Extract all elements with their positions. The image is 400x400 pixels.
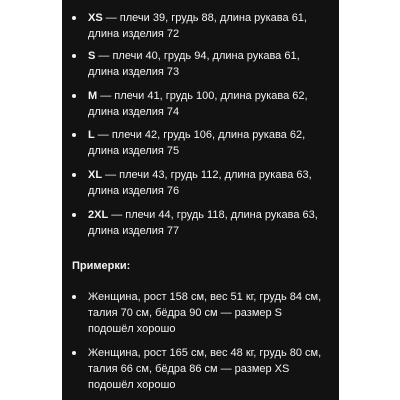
- size-length: длина изделия 74: [88, 106, 180, 118]
- fitting-item: [72, 289, 334, 337]
- size-item-text: [88, 167, 334, 183]
- size-item-text: [88, 127, 334, 143]
- size-length: длина изделия 72: [88, 28, 180, 40]
- fitting-item: [72, 345, 334, 393]
- size-label: 2XL: [88, 209, 109, 221]
- size-item-text: [88, 10, 334, 26]
- fitting-line: Женщина, рост 165 см, вес 48 кг, грудь 80 см,: [88, 347, 322, 359]
- size-label: L: [88, 129, 95, 141]
- size-item-xs: [72, 10, 334, 42]
- size-measurements: — плечи 39, грудь 88, длина рукава 61,: [102, 12, 307, 24]
- bullet-icon: [72, 295, 76, 299]
- fitting-line: подошёл хорошо: [88, 379, 176, 391]
- size-measurements: — плечи 42, грудь 106, длина рукава 62,: [94, 129, 306, 141]
- size-chart-panel: [62, 0, 339, 400]
- size-item-text: [88, 88, 334, 104]
- size-item-m: [72, 88, 334, 120]
- size-item-s: [72, 48, 334, 80]
- size-item-xl: [72, 167, 334, 199]
- size-measurements: — плечи 43, грудь 112, длина рукава 63,: [102, 169, 312, 181]
- size-measurements: — плечи 40, грудь 94, длина рукава 61,: [95, 50, 300, 62]
- size-label: XS: [88, 12, 103, 24]
- fitting-line: Женщина, рост 158 см, вес 51 кг, грудь 84 см,: [88, 291, 322, 303]
- size-label: S: [88, 50, 96, 62]
- size-item-2xl: [72, 207, 334, 239]
- size-length: длина изделия 77: [88, 225, 180, 237]
- fittings-title: Примерки:: [72, 260, 131, 272]
- bullet-icon: [72, 16, 76, 20]
- fitting-line: талия 70 см, бёдра 90 см — размер S: [88, 307, 283, 319]
- bullet-icon: [72, 133, 76, 137]
- fitting-line: талия 66 см, бёдра 86 см — размер XS: [88, 363, 290, 375]
- bullet-icon: [72, 351, 76, 355]
- size-measurements: — плечи 44, грудь 118, длина рукава 63,: [108, 209, 318, 221]
- size-label: XL: [88, 169, 103, 181]
- size-measurements: — плечи 41, грудь 100, длина рукава 62,: [97, 90, 308, 102]
- size-length: длина изделия 75: [88, 145, 180, 157]
- size-length: длина изделия 73: [88, 66, 180, 78]
- bullet-icon: [72, 94, 76, 98]
- bullet-icon: [72, 213, 76, 217]
- size-item-l: [72, 127, 334, 159]
- bullet-icon: [72, 54, 76, 58]
- size-item-text: [88, 48, 334, 64]
- bullet-icon: [72, 173, 76, 177]
- size-label: M: [88, 90, 98, 102]
- size-item-text: [88, 207, 334, 223]
- size-length: длина изделия 76: [88, 185, 180, 197]
- fitting-line: подошёл хорошо: [88, 323, 176, 335]
